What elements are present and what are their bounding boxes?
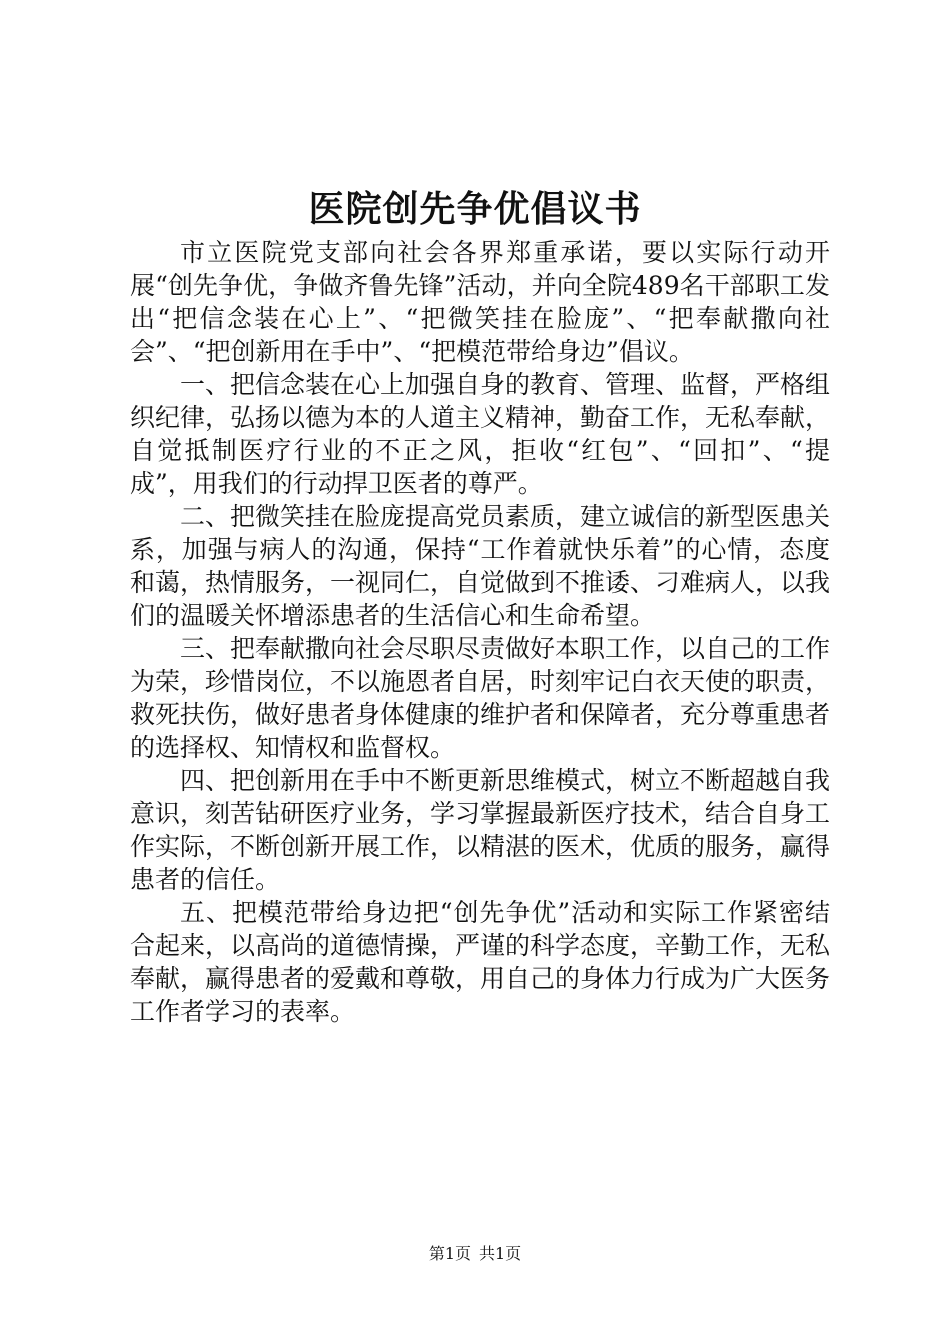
- paragraph-intro: 市立医院党支部向社会各界郑重承诺，要以实际行动开展“创先争优，争做齐鲁先锋”活动，并向全院489名干部职工发出“把信念装在心上”、“把微笑挂在脸庞”、“把奉献撒向社会”、“把创新用在手中”、“把模范带给身边”倡议。: [130, 238, 830, 366]
- paragraph-item-3: 三、把奉献撒向社会尽职尽责做好本职工作，以自己的工作为荣，珍惜岗位，不以施恩者自居，时刻牢记白衣天使的职责，救死扶伤，做好患者身体健康的维护者和保障者，充分尊重患者的选择权、知情权和监督权。: [130, 634, 831, 762]
- document-body: [130, 236, 830, 1028]
- paragraph-item-2: 二、把微笑挂在脸庞提高党员素质，建立诚信的新型医患关系，加强与病人的沟通，保持“工作着就快乐着”的心情，态度和蔼，热情服务，一视同仁，自觉做到不推诿、刁难病人，以我们的温暖关怀增添患者的生活信心和生命希望。: [130, 502, 831, 630]
- paragraph-item-5: 五、把模范带给身边把“创先争优”活动和实际工作紧密结合起来，以高尚的道德情操，严谨的科学态度，辛勤工作，无私奉献，赢得患者的爱戴和尊敬，用自己的身体力行成为广大医务工作者学习的表率。: [130, 898, 831, 1026]
- paragraph-item-1: 一、把信念装在心上加强自身的教育、管理、监督，严格组织纪律，弘扬以德为本的人道主义精神，勤奋工作，无私奉献，自觉抵制医疗行业的不正之风，拒收“红包”、“回扣”、“提成”，用我们的行动捍卫医者的尊严。: [130, 370, 831, 498]
- document-title: 医院创先争优倡议书: [308, 188, 642, 230]
- page-number: 第1页: [428, 1244, 471, 1263]
- paragraph-item-4: 四、把创新用在手中不断更新思维模式，树立不断超越自我意识，刻苦钻研医疗业务，学习掌握最新医疗技术，结合自身工作实际，不断创新开展工作，以精湛的医术，优质的服务，赢得患者的信任。: [130, 766, 831, 894]
- page-total: 共1页: [479, 1244, 522, 1263]
- page-footer: [0, 1242, 950, 1266]
